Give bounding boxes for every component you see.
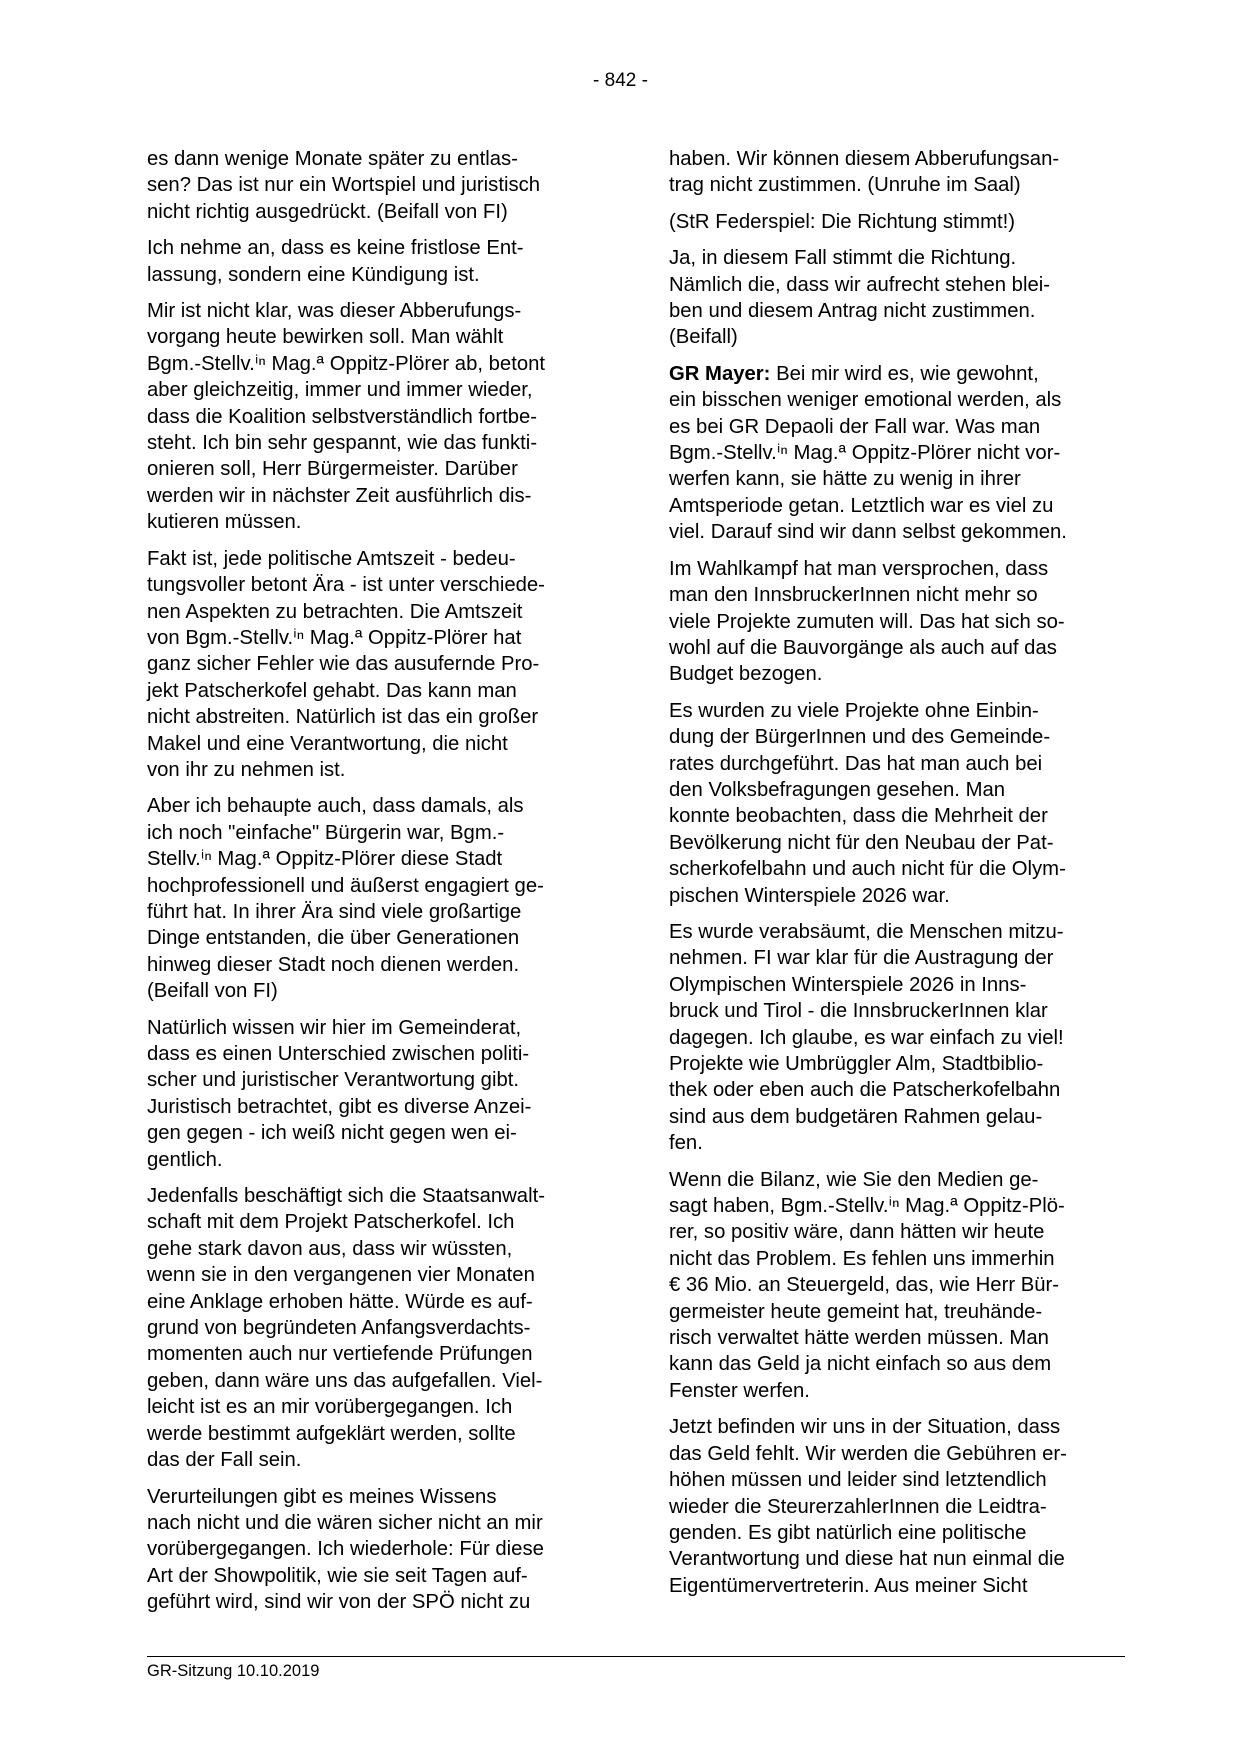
paragraph: Jedenfalls beschäftigt sich die Staatsanwalt- schaft mit dem Projekt Patscherkofel. Ich gehe stark davon aus, dass wir wüssten, wenn sie in den vergangenen vier Monaten eine Anklage erhoben hätte. Würde es auf- grund von begründeten Anfangsverdachts- momenten auch nur vertiefende Prüfungen geben, dann wäre uns das aufgefallen. Viel- leicht ist es an mir vorübergegangen. Ich werde bestimmt aufgeklärt werden, sollte das der Fall sein.	[147, 1185, 545, 1472]
paragraph: Mir ist nicht klar, was dieser Abberufungs- vorgang heute bewirken soll. Man wählt Bgm.-Stellv.ⁱⁿ Mag.ª Oppitz-Plörer ab, betont aber gleichzeitig, immer und immer wieder, dass die Koalition selbstverständlich fortbe- steht. Ich bin sehr gespannt, wie das funkti- onieren soll, Herr Bürgermeister. Darüber werden wir in nächster Zeit ausführlich dis- kutieren müssen.	[147, 300, 546, 534]
speaker-paragraph	[669, 361, 1127, 546]
speaker-name: GR Mayer:	[669, 362, 771, 385]
paragraph: Es wurde verabsäumt, die Menschen mitzu- nehmen. FI war klar für die Austragung der Olympischen Winterspiele 2026 in Inns- bruck und Tirol - die InnsbruckerInnen klar dagegen. Ich glaube, es war einfach zu viel! Projekte wie Umbrüggler Alm, Stadtbiblio- thek oder eben auch die Patscherkofelbahn sind aus dem budgetären Rahmen gelau- fen.	[669, 920, 1064, 1155]
paragraph: Ja, in diesem Fall stimmt die Richtung. Nämlich die, dass wir aufrecht stehen blei- ben und diesem Antrag nicht zustimmen. (Beifall)	[669, 247, 1051, 349]
paragraph: Natürlich wissen wir hier im Gemeinderat, dass es einen Unterschied zwischen politi- scher und juristischer Verantwortung gibt. Juristisch betrachtet, gibt es diverse Anzei- gen gegen - ich weiß nicht gegen wen ei- gentlich.	[147, 1016, 532, 1171]
footer-session-date: GR-Sitzung 10.10.2019	[147, 1662, 320, 1680]
footer-divider	[147, 1656, 1125, 1657]
speech-text: Bei mir wird es, wie gewohnt, ein bisschen weniger emotional werden, als es bei GR Depaoli der Fall war. Was man Bgm.-Stellv.ⁱⁿ Mag.ª Oppitz-Plörer nicht vor- werfen kann, sie hätte zu wenig in ihrer Amtsperiode getan. Letztlich war es viel zu viel. Darauf sind wir dann selbst gekommen.	[669, 362, 1067, 544]
paragraph: Ich nehme an, dass es keine fristlose Ent- lassung, sondern eine Kündigung ist.	[147, 237, 524, 286]
paragraph: es dann wenige Monate später zu entlas- sen? Das ist nur ein Wortspiel und juristisch nicht richtig ausgedrückt. (Beifall von FI)	[147, 148, 541, 223]
paragraph: haben. Wir können diesem Abberufungsan- trag nicht zustimmen. (Unruhe im Saal)	[669, 148, 1060, 197]
paragraph: Jetzt befinden wir uns in der Situation, dass das Geld fehlt. Wir werden die Gebühren er- höhen müssen und leider sind letztendlich wieder die SteurerzahlerInnen die Leidtra- genden. Es gibt natürlich eine politische Verantwortung und diese hat nun einmal die Eigentümervertreterin. Aus meiner Sicht	[669, 1416, 1067, 1597]
right-column	[669, 146, 1127, 1609]
paragraph: Aber ich behaupte auch, dass damals, als ich noch "einfache" Bürgerin war, Bgm.- Stellv.ⁱⁿ Mag.ª Oppitz-Plörer diese Stadt hochprofessionell und äußerst engagiert ge- führt hat. In ihrer Ära sind viele großartige Dinge entstanden, die über Generationen hinweg dieser Stadt noch dienen werden. (Beifall von FI)	[147, 795, 544, 1003]
paragraph: Fakt ist, jede politische Amtszeit - bedeu- tungsvoller betont Ära - ist unter verschiede- nen Aspekten zu betrachten. Die Amtszeit von Bgm.-Stellv.ⁱⁿ Mag.ª Oppitz-Plörer hat ganz sicher Fehler wie das ausufernde Pro- jekt Patscherkofel gehabt. Das kann man nicht abstreiten. Natürlich ist das ein großer Makel und eine Verantwortung, die nicht von ihr zu nehmen ist.	[147, 547, 545, 781]
left-column	[147, 146, 605, 1626]
paragraph: Wenn die Bilanz, wie Sie den Medien ge- sagt haben, Bgm.-Stellv.ⁱⁿ Mag.ª Oppitz-Plö- rer, so positiv wäre, dann hätten wir heute nicht das Problem. Es fehlen uns immerhin € 36 Mio. an Steuergeld, das, wie Herr Bür- germeister heute gemeint hat, treuhände- risch verwaltet hätte werden müssen. Man kann das Geld ja nicht einfach so aus dem Fenster werfen.	[669, 1168, 1065, 1402]
paragraph: Verurteilungen gibt es meines Wissens nach nicht und die wären sicher nicht an mir vorübergegangen. Ich wiederhole: Für diese Art der Showpolitik, wie sie seit Tagen auf- geführt wird, sind wir von der SPÖ nicht zu	[147, 1485, 544, 1614]
page-number: - 842 -	[593, 70, 648, 91]
paragraph: Es wurden zu viele Projekte ohne Einbin- dung der BürgerInnen und des Gemeinde- rates durchgeführt. Das hat man auch bei den Volksbefragungen gesehen. Man konnte beobachten, dass die Mehrheit der Bevölkerung nicht für den Neubau der Pat- scherkofelbahn und auch nicht für die Olym- pischen Winterspiele 2026 war.	[669, 699, 1066, 907]
paragraph: Im Wahlkampf hat man versprochen, dass man den InnsbruckerInnen nicht mehr so viele Projekte zumuten will. Das hat sich so- wohl auf die Bauvorgänge als auch auf das Budget bezogen.	[669, 557, 1065, 686]
paragraph: (StR Federspiel: Die Richtung stimmt!)	[669, 210, 1015, 233]
